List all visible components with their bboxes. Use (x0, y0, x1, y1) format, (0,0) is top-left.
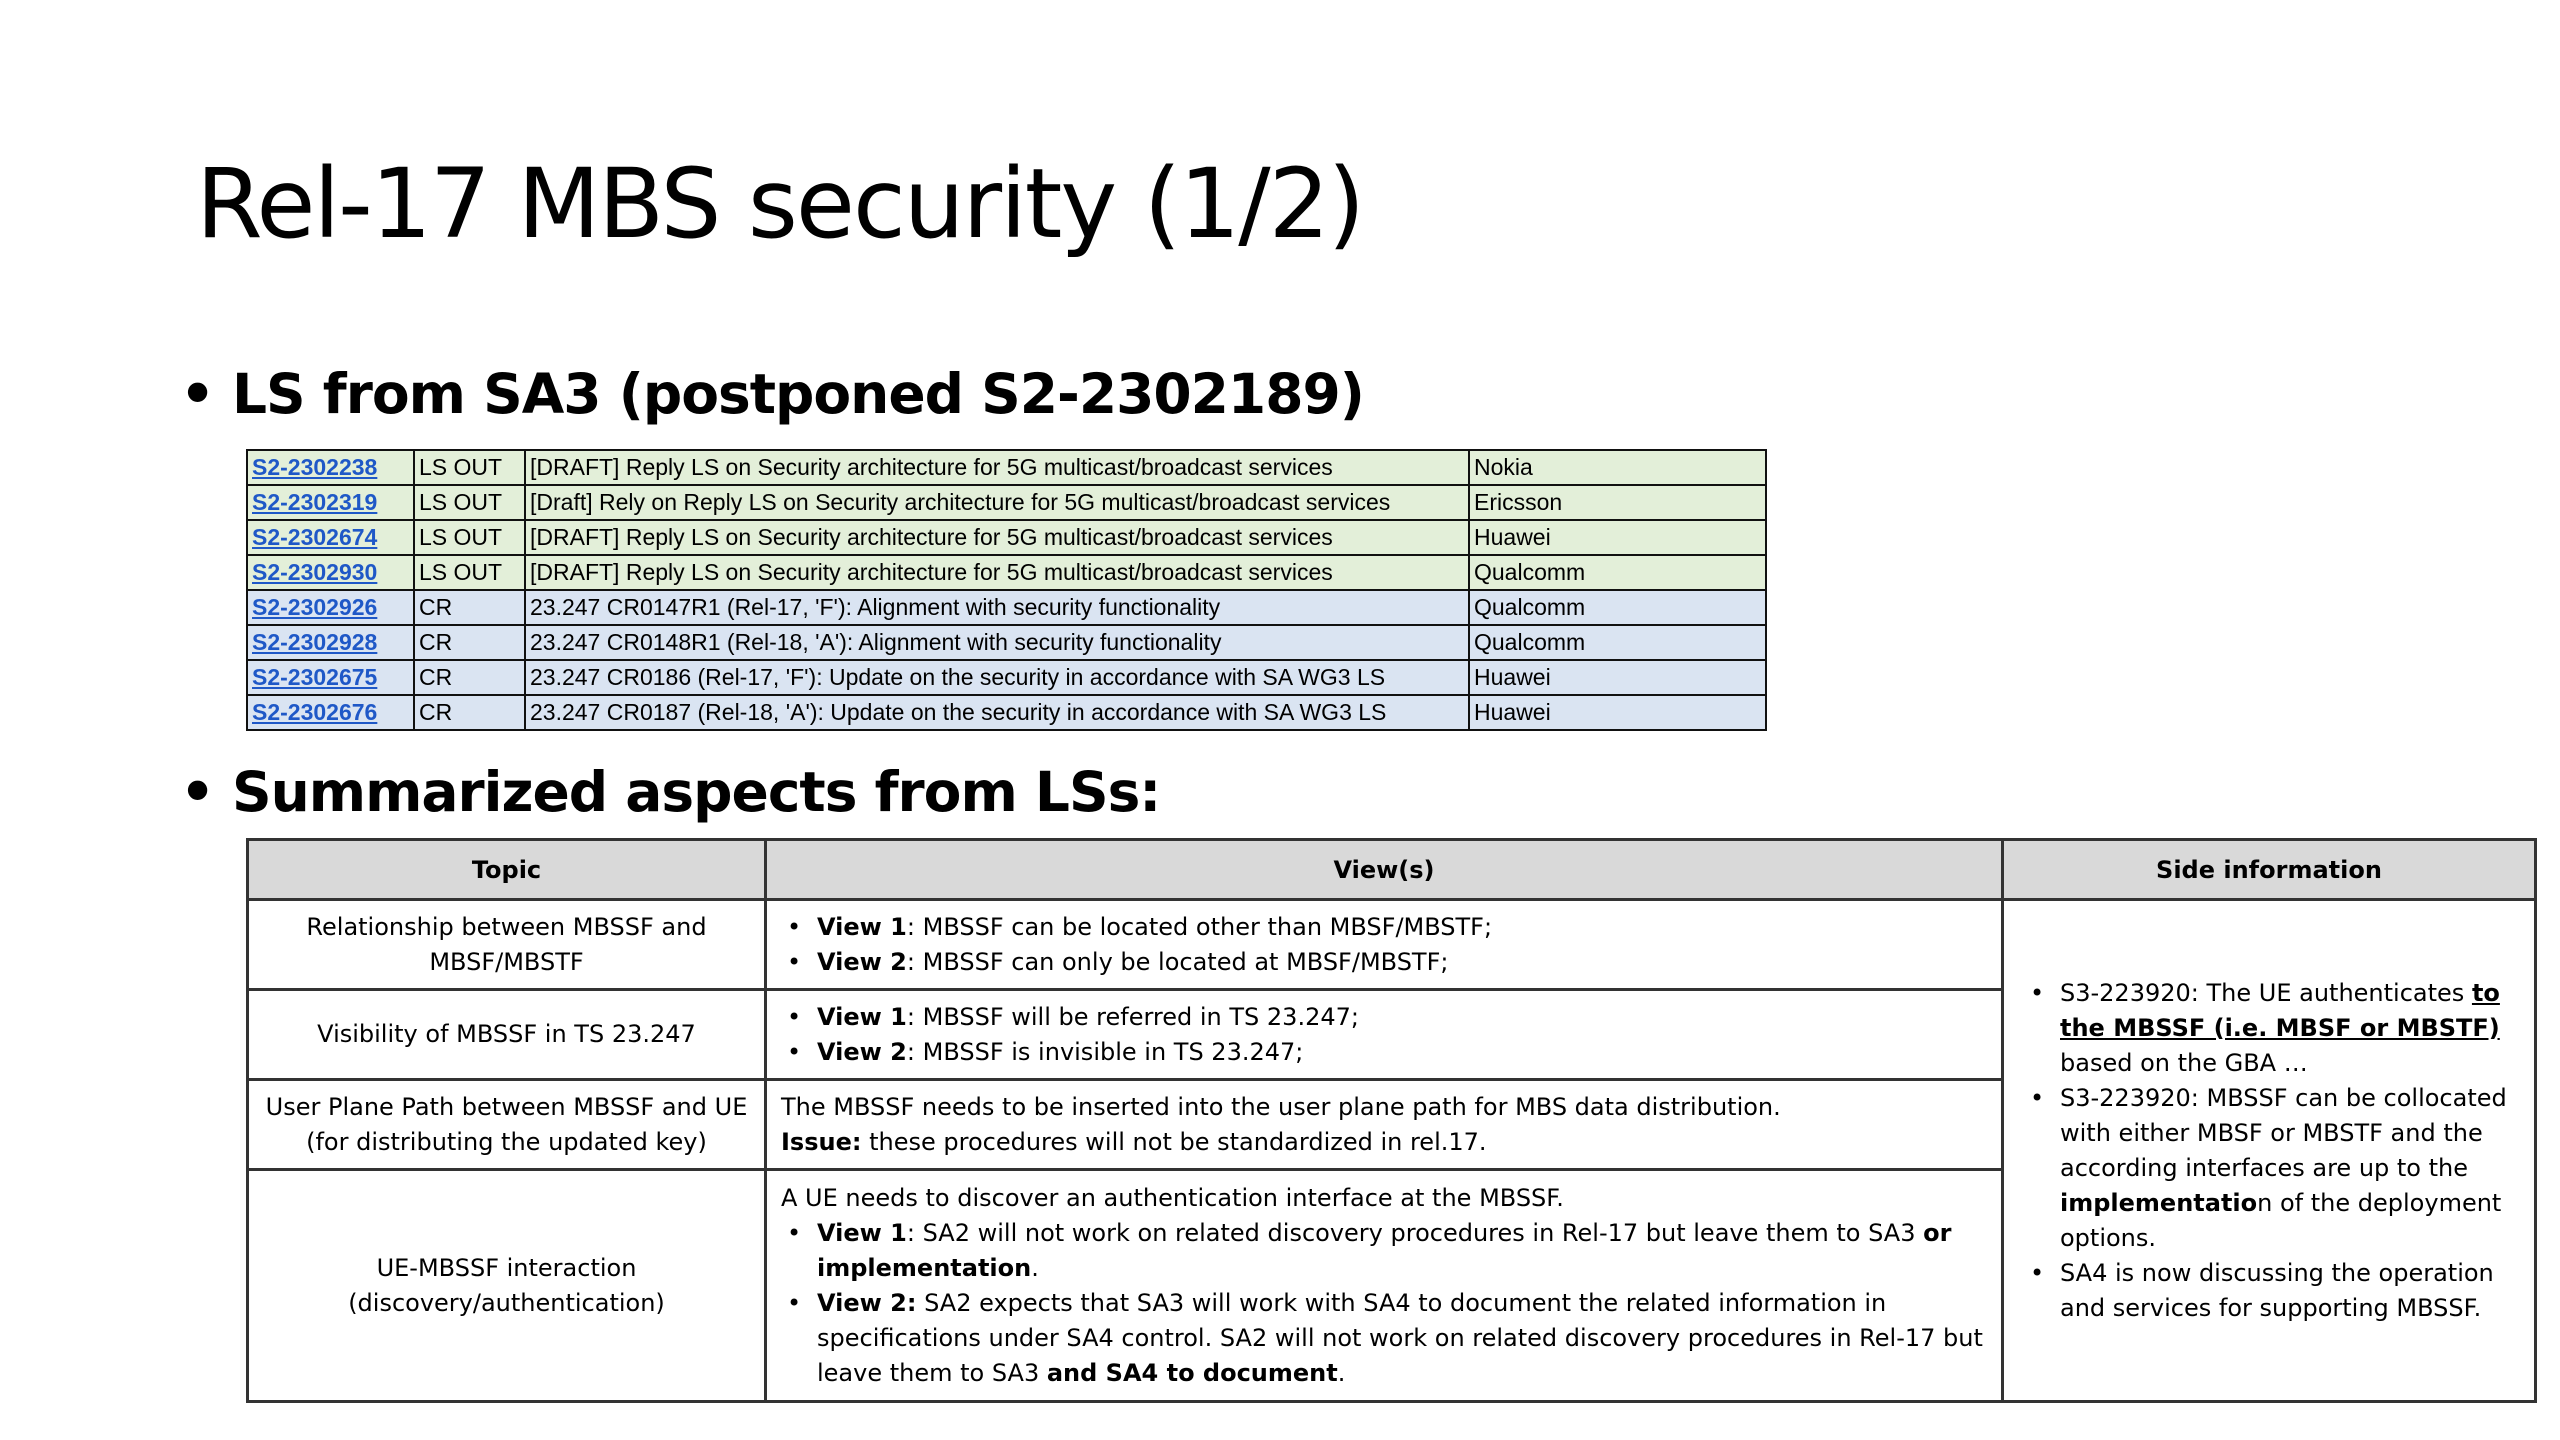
ls-doc-cell (247, 555, 414, 590)
ls-type-cell: LS OUT (414, 485, 525, 520)
topic-cell: Visibility of MBSSF in TS 23.247 (248, 990, 766, 1080)
views-issue (781, 1125, 1987, 1160)
view-text: : MBSSF can be located other than MBSF/MBSTF; (906, 912, 1493, 941)
view-label: View 2 (817, 947, 907, 976)
ls-doc-cell (247, 660, 414, 695)
ls-doc-cell (247, 695, 414, 730)
side-info-item (2024, 1256, 2514, 1326)
ls-doc-link[interactable]: S2-2302319 (252, 489, 378, 515)
view-label: View 1 (817, 1002, 907, 1031)
issue-text: these procedures will not be standardized in rel.17. (861, 1127, 1487, 1156)
ls-table-row (247, 485, 1766, 520)
side-information-list (2024, 976, 2514, 1326)
ls-title-cell: 23.247 CR0147R1 (Rel-17, 'F'): Alignment with security functionality (525, 590, 1469, 625)
views-cell (766, 1080, 2003, 1170)
view-label: View 1 (817, 1218, 907, 1247)
topic-cell: UE-MBSSF interaction (discovery/authentication) (248, 1170, 766, 1402)
views-intro: A UE needs to discover an authentication interface at the MBSSF. (781, 1183, 1564, 1212)
side-info-text: SA4 is now discussing the operation and services for supporting MBSSF. (2060, 1258, 2494, 1322)
bullet-dot: • (180, 760, 215, 824)
view-item (781, 910, 1987, 945)
ls-doc-cell (247, 450, 414, 485)
side-info-text: S3-223920: The UE authenticates (2060, 978, 2472, 1007)
bullet-dot: • (180, 362, 215, 426)
side-info-text: based on the GBA … (2060, 1048, 2308, 1077)
view-label: View 2 (817, 1037, 907, 1066)
side-info-emphasis: implementatio (2060, 1188, 2258, 1217)
view-item (781, 1216, 1987, 1286)
ls-source-cell: Nokia (1469, 450, 1766, 485)
ls-doc-link[interactable]: S2-2302676 (252, 699, 378, 725)
ls-table-row (247, 590, 1766, 625)
ls-table-row (247, 625, 1766, 660)
views-cell (766, 990, 2003, 1080)
views-cell (766, 900, 2003, 990)
ls-source-cell: Huawei (1469, 695, 1766, 730)
ls-table-row (247, 450, 1766, 485)
ls-source-cell: Qualcomm (1469, 625, 1766, 660)
side-info-text: S3-223920: MBSSF can be collocated with either MBSF or MBSTF and the according interfaces are up to the (2060, 1083, 2507, 1182)
ls-title-cell: [Draft] Rely on Reply LS on Security architecture for 5G multicast/broadcast services (525, 485, 1469, 520)
ls-source-cell: Huawei (1469, 660, 1766, 695)
ls-doc-cell (247, 590, 414, 625)
view-text: SA2 expects that SA3 will work with SA4 to document the related information in specifications under SA4 control. SA2 will not work on related discovery procedures in Rel-17 but leave them to SA3 (817, 1288, 1983, 1387)
ls-type-cell: LS OUT (414, 555, 525, 590)
ls-type-cell: CR (414, 695, 525, 730)
ls-title-cell: 23.247 CR0148R1 (Rel-18, 'A'): Alignment with security functionality (525, 625, 1469, 660)
topic-cell: Relationship between MBSSF and MBSF/MBSTF (248, 900, 766, 990)
view-emphasis: and SA4 to document (1046, 1358, 1338, 1387)
ls-type-cell: CR (414, 590, 525, 625)
bullet-summarized-aspects (180, 760, 1160, 824)
ls-doc-link[interactable]: S2-2302238 (252, 454, 378, 480)
ls-type-cell: CR (414, 660, 525, 695)
ls-type-cell: LS OUT (414, 450, 525, 485)
view-label: View 2: (817, 1288, 917, 1317)
ls-doc-link[interactable]: S2-2302930 (252, 559, 378, 585)
issue-label: Issue: (781, 1127, 862, 1156)
header-side-information: Side information (2003, 840, 2536, 900)
header-topic: Topic (248, 840, 766, 900)
view-item (781, 1000, 1987, 1035)
views-list (781, 910, 1987, 980)
view-item (781, 1035, 1987, 1070)
bullet-summarized-aspects-text: Summarized aspects from LSs: (232, 760, 1161, 824)
summary-table (246, 838, 2537, 1403)
topic-cell: User Plane Path between MBSSF and UE (for distributing the updated key) (248, 1080, 766, 1170)
ls-doc-link[interactable]: S2-2302675 (252, 664, 378, 690)
views-cell (766, 1170, 2003, 1402)
ls-table-row (247, 695, 1766, 730)
view-emphasis: or implementation (817, 1218, 1952, 1282)
bullet-ls-from-sa3 (180, 362, 1364, 426)
view-item (781, 945, 1987, 980)
ls-table (246, 449, 1767, 731)
view-item (781, 1286, 1987, 1391)
view-text: : MBSSF can only be located at MBSF/MBSTF; (906, 947, 1449, 976)
views-list (781, 1216, 1987, 1391)
view-text: : MBSSF is invisible in TS 23.247; (906, 1037, 1304, 1066)
view-text: . (1337, 1358, 1346, 1387)
ls-doc-link[interactable]: S2-2302928 (252, 629, 378, 655)
side-information-cell (2003, 900, 2536, 1402)
view-text: : SA2 will not work on related discovery procedures in Rel-17 but leave them to SA3 (906, 1218, 1924, 1247)
ls-source-cell: Qualcomm (1469, 555, 1766, 590)
side-info-emphasis: to the MBSSF (i.e. MBSF or MBSTF) (2060, 978, 2500, 1042)
ls-type-cell: CR (414, 625, 525, 660)
ls-doc-cell (247, 625, 414, 660)
view-text: : MBSSF will be referred in TS 23.247; (906, 1002, 1359, 1031)
ls-source-cell: Ericsson (1469, 485, 1766, 520)
ls-source-cell: Huawei (1469, 520, 1766, 555)
ls-table-body (247, 450, 1766, 730)
ls-doc-cell (247, 485, 414, 520)
views-list (781, 1000, 1987, 1070)
view-label: View 1 (817, 912, 907, 941)
ls-type-cell: LS OUT (414, 520, 525, 555)
ls-title-cell: [DRAFT] Reply LS on Security architecture for 5G multicast/broadcast services (525, 555, 1469, 590)
ls-title-cell: [DRAFT] Reply LS on Security architecture for 5G multicast/broadcast services (525, 450, 1469, 485)
ls-doc-cell (247, 520, 414, 555)
ls-title-cell: 23.247 CR0187 (Rel-18, 'A'): Update on the security in accordance with SA WG3 LS (525, 695, 1469, 730)
header-views: View(s) (766, 840, 2003, 900)
side-info-item (2024, 1081, 2514, 1256)
summary-row-relationship (248, 900, 2536, 990)
ls-source-cell: Qualcomm (1469, 590, 1766, 625)
ls-table-row (247, 520, 1766, 555)
side-info-item (2024, 976, 2514, 1081)
side-info-text: n of the deployment options. (2060, 1188, 2502, 1252)
summary-header-row (248, 840, 2536, 900)
bullet-ls-from-sa3-text: LS from SA3 (postponed S2-2302189) (232, 362, 1364, 426)
ls-doc-link[interactable]: S2-2302674 (252, 524, 378, 550)
ls-doc-link[interactable]: S2-2302926 (252, 594, 378, 620)
view-text: . (1031, 1253, 1039, 1282)
slide-title: Rel-17 MBS security (1/2) (196, 148, 1364, 260)
ls-table-row (247, 555, 1766, 590)
ls-table-row (247, 660, 1766, 695)
views-line: The MBSSF needs to be inserted into the user plane path for MBS data distribution. (781, 1092, 1781, 1121)
ls-title-cell: [DRAFT] Reply LS on Security architecture for 5G multicast/broadcast services (525, 520, 1469, 555)
ls-title-cell: 23.247 CR0186 (Rel-17, 'F'): Update on the security in accordance with SA WG3 LS (525, 660, 1469, 695)
